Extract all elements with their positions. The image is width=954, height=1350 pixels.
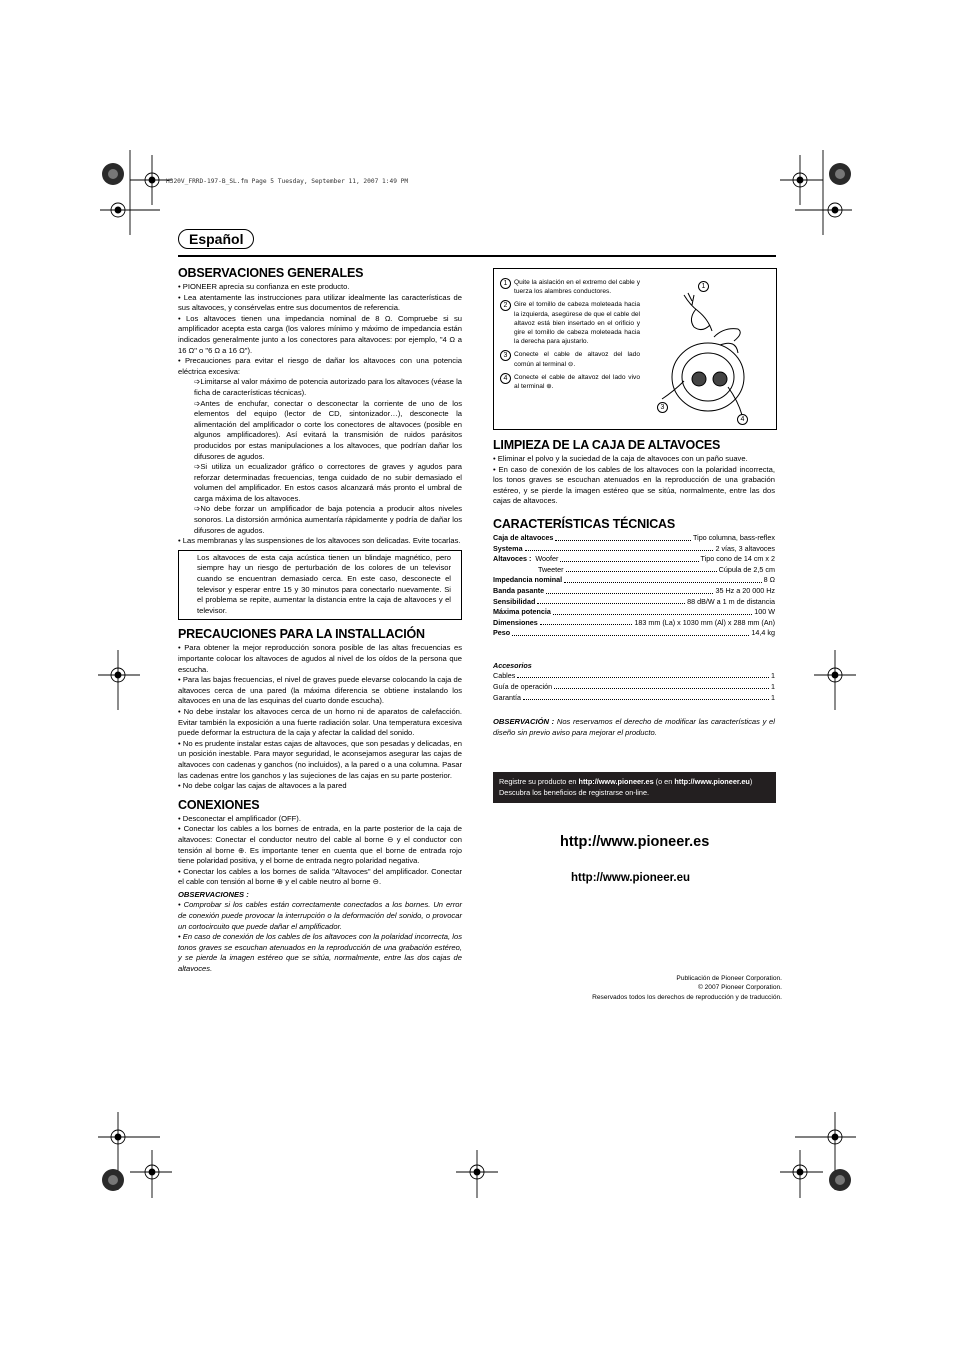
paragraph: • No debe colgar las cajas de altavoces a la pared <box>178 781 347 791</box>
paragraph: • Desconectar el amplificador (OFF). <box>178 813 301 823</box>
sub-paragraph: ➩No debe forzar un amplificador de baja potencia a producir altos niveles sonoros. La distorsión armónica aumentaría rápidamente y podría de dañar los difusores de agudos. <box>194 504 462 535</box>
copyright-line: © 2007 Pioneer Corporation. <box>697 984 782 992</box>
step-text: Conecte el cable de altavoz del lado vivo al terminal ⊕. <box>514 373 640 391</box>
connection-figure-box <box>493 268 777 430</box>
spec-table <box>493 533 775 639</box>
rights-line: Reservados todos los derechos de reproducción y de traducción. <box>592 993 782 1001</box>
spec-row: Systema 2 vías, 3 altavoces <box>493 543 775 553</box>
accessories-list <box>493 670 775 703</box>
section-title-observaciones: OBSERVACIONES GENERALES <box>178 266 364 280</box>
spec-row: Sensibilidad 88 dB/W a 1 m de distancia <box>493 596 775 606</box>
publication-notice <box>560 974 782 1002</box>
spec-row: Caja de altavoces Tipo columna, bass-reflex <box>493 532 775 542</box>
observaciones-label: OBSERVACIONES : <box>178 889 249 899</box>
tv-warning-text: Los altavoces de esta caja acústica tienen un blindaje magnético, pero siempre hay un riesgo de perturbación de los colores de un televisor cuando se encuentran demasiado cerca. En este caso, desconecte el televisor y esperar entre 15 y 30 minutos para conectarlo nuevamente. Si el problema se repite, aumentar la distancia entre la caja de altavoces y el televisor. <box>197 552 451 615</box>
accessory-row: Cables 1 <box>493 670 775 680</box>
paragraph: • Conectar los cables a los bornes de entrada, en la parte posterior de la caja de altavoces: Conectar el conductor neutro del cable al borne ⊖ y el conductor con tensión al borne ⊕. Es importante tener en cuenta que el borne de entrada rojo tiene polaridad positiva, y el borne de entrada negro polaridad negativa. <box>178 824 462 866</box>
callout-4: 4 <box>737 414 751 425</box>
paragraph: • Eliminar el polvo y la suciedad de la caja de altavoces con un paño suave. <box>493 454 748 463</box>
paragraph: • No es prudente instalar estas cajas de altavoces, que son pesadas y delicadas, en un posición inestable. Para mayor seguridad, le aconsejamos asegurar las cajas de altavoces con cadenas y ganchos (no incluidos), a la pared o a una columna. Pasar las cadenas entre los ganchos y las sujeciones de las cajas en su parte posterior. <box>178 738 462 780</box>
step-3 <box>500 350 640 368</box>
tv-warning-box <box>178 550 462 621</box>
link-pioneer-es[interactable]: http://www.pioneer.es <box>578 777 654 786</box>
header-rule <box>178 255 776 257</box>
observation: • En caso de conexión de los cables de los altavoces con la polaridad incorrecta, los tonos graves se escuchan atenuados en la reproducción de una grabación estéreo, y se pierde la imagen estéreo que se sitúa, normalmente, entre las dos cajas de altavoces. <box>178 932 462 974</box>
spec-row: Altavoces : Woofer Tipo cono de 14 cm x 2 <box>493 554 775 564</box>
step-number: 3 <box>500 350 511 361</box>
paragraph: • Los altavoces tienen una impedancia nominal de 8 Ω. Compruebe si su amplificador acepta esta carga (los valores mínimo y máximo de impedancia están indicados generalmente junto a los conectores para altavoces: por ejemplo, "4 Ω a 16 Ω" o "6 Ω a 16 Ω"). <box>178 313 462 355</box>
paragraph: • En caso de conexión de los cables de los altavoces con la polaridad incorrecta, los tonos graves se escuchan atenuados en la reproducción de una grabación estéreo, y se pierde la imagen estéreo que se sitúa, normalmente, entre las dos cajas de altavoces. <box>493 464 775 506</box>
url-pioneer-es[interactable]: http://www.pioneer.es <box>560 834 710 850</box>
spec-row: Peso 14,4 kg <box>493 628 775 638</box>
step-number: 1 <box>500 278 511 289</box>
step-number: 2 <box>500 300 511 311</box>
step-4 <box>500 373 640 391</box>
step-2 <box>500 300 640 346</box>
callout-1: 1 <box>698 281 712 292</box>
spec-row: Dimensiones 183 mm (La) x 1030 mm (Al) x 288 mm (An) <box>493 617 775 627</box>
registration-line-1: Registre su producto en http://www.pioneer.es (o en http://www.pioneer.eu) <box>499 777 753 786</box>
spec-row: Tweeter Cúpula de 2,5 cm <box>538 564 775 574</box>
section-title-limpieza: LIMPIEZA DE LA CAJA DE ALTAVOCES <box>493 438 721 452</box>
step-1 <box>500 278 640 296</box>
publication-line: Publicación de Pioneer Corporation. <box>676 975 782 982</box>
spec-row: Banda pasante 35 Hz a 20 000 Hz <box>493 585 775 595</box>
sub-paragraph: ➩Si utiliza un ecualizador gráfico o correctores de graves y agudos para reforzar determinadas frecuencias, tenga cuidado de no subir demasiado el volumen del amplificador. En estos casos alcanzará más pronto el umbral de carga máxima de los altavoces. <box>194 462 462 503</box>
step-text: Gire el tornillo de cabeza moleteada hacia la izquierda, asegúrese de que el cable del altavoz está bien insertado en el orificio y gire el tornillo de cabeza moleteada hacia la derecha para ajustarlo. <box>514 301 640 346</box>
language-tab: Español <box>178 229 254 249</box>
registration-banner <box>493 772 776 803</box>
left-column <box>178 266 462 975</box>
callout-3: 3 <box>657 402 671 413</box>
spec-row: Impedancia nominal 8 Ω <box>493 575 775 585</box>
accessory-row: Garantía 1 <box>493 692 775 702</box>
section-title-precauciones: PRECAUCIONES PARA LA INSTALLACIÓN <box>178 627 425 642</box>
paragraph: • Las membranas y las suspensiones de los altavoces son delicadas. Evite tocarlas. <box>178 536 461 546</box>
step-number: 4 <box>500 373 511 384</box>
paragraph: • Para las bajas frecuencias, el nivel de graves puede elevarse colocando la caja de altavoces cerca de una pared (la máxima diferencia se obtiene instalando los altavoces en una de las esquinas del cuarto donde escucha). <box>178 675 462 706</box>
step-text: Conecte el cable de altavoz del lado común al terminal ⊖. <box>514 351 640 368</box>
link-pioneer-eu[interactable]: http://www.pioneer.eu <box>674 777 750 786</box>
observation: • Comprobar si los cables están correctamente conectados a los bornes. Un error de conexión puede provocar la interrupción o la deformación del sonido, o provocar un cortocircuito que puede dañar el amplificador. <box>178 900 462 931</box>
right-column <box>493 438 775 738</box>
sub-paragraph: ➩Antes de enchufar, conectar o desconectar la corriente de uno de los elementos del equipo (lector de CD, sintonizador…), desconecte la alimentación del amplificador o corte los conectores de altavoces (posible en algunos amplificadores). Así evitará la transmisión de ruidos parásitos producidos por estas manipulaciones a los altavoces, que podrían dañar los difusores de agudos. <box>194 398 462 461</box>
paragraph: • Para obtener la mejor reproducción sonora posible de las altas frecuencias es importante colocar los altavoces de agudos al nivel de los oídos de la persona que escucha. <box>178 643 462 674</box>
section-title-conexiones: CONEXIONES <box>178 797 260 812</box>
paragraph: • No debe instalar los altavoces cerca de un horno ni de aparatos de calefacción. Evitar también la exposición a una fuerte radiación solar. Una temperatura excesiva puede deformar la estructura de la caja y afectar la calidad del sonido. <box>178 706 462 738</box>
section-title-caracteristicas: CARACTERÍSTICAS TÉCNICAS <box>493 516 676 531</box>
connection-steps <box>500 278 640 395</box>
url-pioneer-eu[interactable]: http://www.pioneer.eu <box>571 872 691 884</box>
sub-paragraph: ➩Limitarse al valor máximo de potencia autorizado para los altavoces (véase la ficha de características técnicas). <box>194 377 462 397</box>
registration-line-2: Descubra los beneficios de registrarse on-line. <box>499 787 650 797</box>
step-text: Quite la aislación en el extremo del cable y tuerza los alambres conductores. <box>514 279 640 296</box>
accessory-row: Guía de operación 1 <box>493 681 775 691</box>
accessories-title: Accesorios <box>493 660 532 670</box>
paragraph: • Lea atentamente las instrucciones para utilizar idealmente las características de sus altavoces, y consérvelas entre sus documentos de referencia. <box>178 292 462 313</box>
spec-row: Máxima potencia 100 W <box>493 607 775 617</box>
paragraph: • Conectar los cables a los bornes de salida "Altavoces" del amplificador. Conectar el cable con tensión al borne ⊕ y el cable neutro al borne ⊖. <box>178 866 462 887</box>
file-header: H320V_FRRD-197-B_SL.fm Page 5 Tuesday, September 11, 2007 1:49 PM <box>166 178 409 185</box>
paragraph: • Precauciones para evitar el riesgo de dañar los altavoces con una potencia eléctrica excesiva: <box>178 356 462 376</box>
paragraph: • PIONEER aprecia su confianza en este producto. <box>178 282 350 291</box>
observacion-note: OBSERVACIÓN : Nos reservamos el derecho de modificar las características y el diseño sin previo aviso para mejorar el producto. <box>493 716 775 737</box>
